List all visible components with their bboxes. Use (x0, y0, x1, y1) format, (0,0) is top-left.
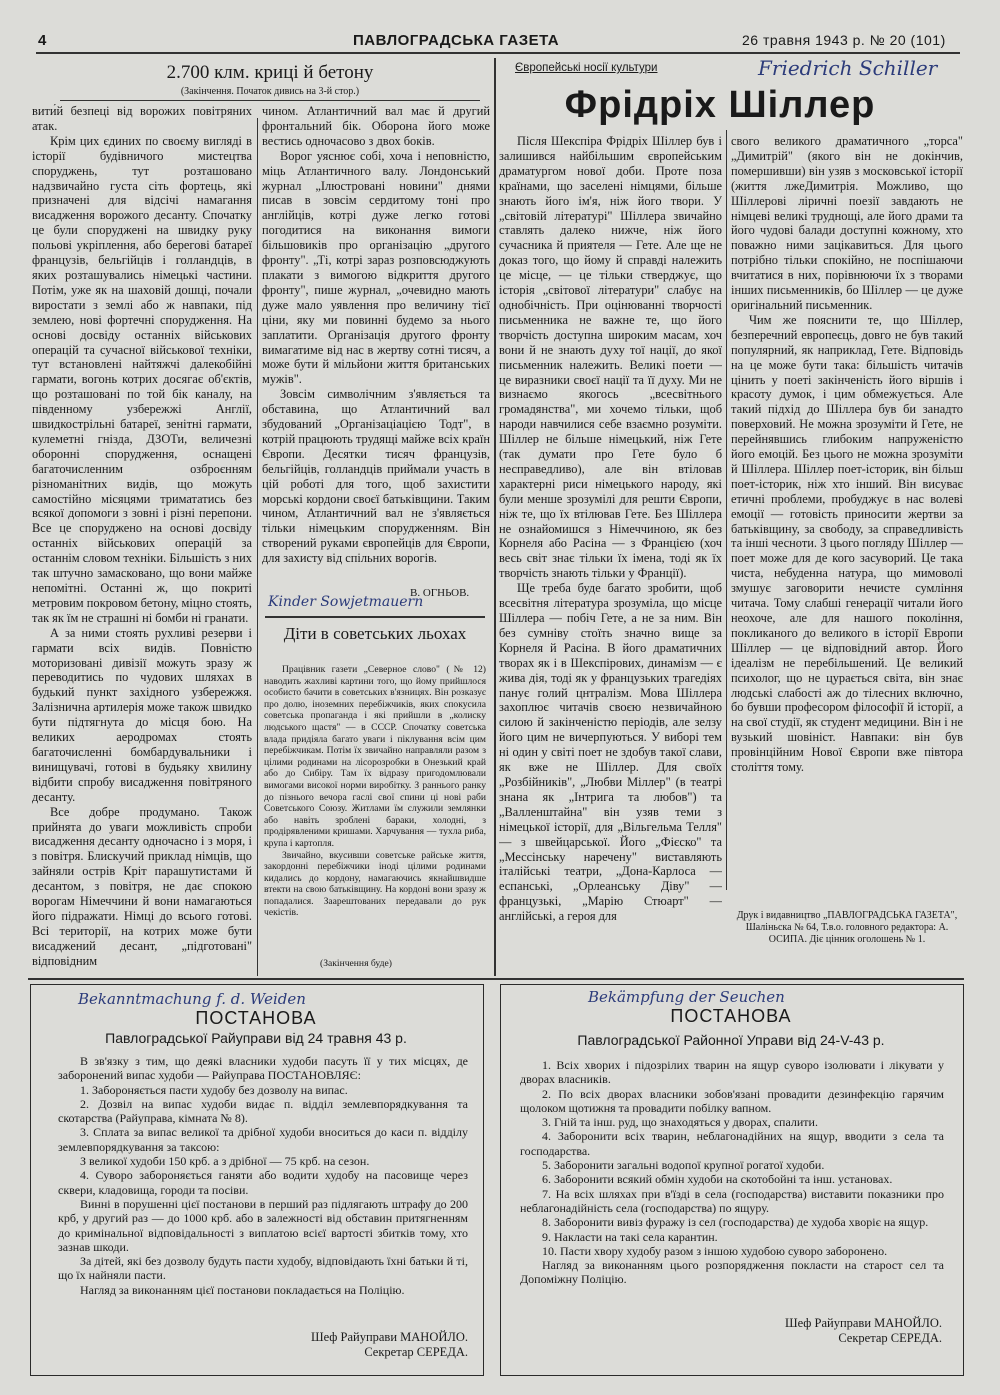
paragraph: вити́й безпеці від ворожих повітряних атак. (32, 104, 252, 133)
article-column (262, 104, 490, 576)
decree-item: 5. Заборонити загальні водопої крупної рогатої худоби. (542, 1158, 825, 1173)
decree-item: 3. Сплата за випас великої та дрібної худоби вноситься до каси п. відділу землевпорядкування за таксою: (58, 1125, 468, 1154)
decree-item: Винні в порушенні цієї постанови в перший раз підлягають штрафу до 200 крб, у другий раз — до 1000 крб. або в залежності від обставин притягненням до кримінальної відповідальності з виплатою всієї вартості збитків тому, хто зазнав шкоди. (58, 1196, 468, 1254)
article-divider (265, 616, 485, 618)
paragraph: Після Шекспіра Фрідріх Шіллер був і залишився найбільшим європейським драматургом нової доби. Проте поза країнами, що заселені німцями, більше знають його ім'я, ніж його твори. У „світовій літературі" Шіллера звичайно ставлять далеко нижче, ніж його сучасника й приятеля — Гете. Але ще не доказ того, що йому й справді належить це місце, — це тільки стверджує, що історія „світової літератури" слабує на однобічність. При оцінюванні творчості письменника не важне те, що його творчість доступна широким масам, хоч вони й не знають духу тої нації, до якої письменник належить. Великі поети — це виразники своєї нації та її духу. Ми не визнаємо якогось „всесвітнього громадянства", ми хочемо тільки, щоб народи навчилися себе взаємно розуміти. Шіллер не більше німецький, ніж Гете (так думати про Гете було б несправедливо), але він втіловав характерні риси німецького народу, які були менше зрозумілі для решти Європи, ніж те, що їх втілював Гете. Без Шіллера не ознайомишся з Німеччиною, як без Корнеля або Расіна — з Францією (хоч весь світ знає тільки їх імена, тоді як їх творчість знають тільки у Франції). (499, 134, 722, 581)
issue-info: 26 травня 1943 р. № 20 (101) (742, 32, 946, 48)
signature-line: Секретар СЕРЕДА. (364, 1345, 468, 1359)
decree-item: 10. Пасти хвору худобу разом з іншою худобою суворо заборонено. (542, 1243, 888, 1258)
decree-item: 4. Суворо забороняється ганяти або водити худобу на пасовище через сквери, кладовища, городи та посіви. (58, 1168, 468, 1197)
column-divider (494, 58, 496, 976)
signature-line: Шеф Райуправи МАНОЙЛО. (310, 1330, 468, 1344)
paragraph: Крім цих єдиних по своєму вигляді в історії будівничого мистецтва споруджень, тут розташовано надзвичайно густа сіть фортець, які призначені для відсічі намагання висадження ворожого десанту. Спочатку це були споруджені на швидку руку польові укріплення, або берегові батареї французів, бельгійців і голландців, в яких розташувались німецькі частини. Потім, уже як на шаховій дошці, почали виростати з землі або ж навпаки, під землею, нові фортечні спорудження. На основі досвіду останніх військових операцій та сучасної військової техніки, тут встановлені найтяжчі далекобійні гармати, вогонь котрих досягає об'єктів, що розташовані по той бік каналу, на південному узбережжі Англії, швидкострільні батареї, зенітні гармати, кулеметні гнізда, ДЗОТи, величезні оборонні спорудження, оснащені багаточисленним озброєнням різноманітних видів, що можуть самостійно місяцями тримататись без всякої допомоги з зовні і різні перепони. Все це споруджено на основі досвіду останніх військових операцій за останнім словом техніки. Більшість з них так штучно замасковано, що вони майже непомітні. Останні ж, що покриті метровим покровом бетону, міцно стоять, так як їм не страшні ні бомби ні гранати. (32, 133, 252, 625)
section-rule (28, 978, 964, 980)
decree-item: 2. По всіх дворах власники зобов'язані провадити дезинфекцію гарячим щолоком щотижня та провадити побілку вапном. (520, 1086, 944, 1115)
decree-item: 6. Заборонити всякий обмін худоби на скотобойні та інш. установах. (542, 1172, 893, 1187)
imprint: Друк і видавництво „ПАВЛОГРАДСЬКА ГАЗЕТА", Шаліньска № 64, Т.в.о. головного редактора: А. ОСИПА. Діє цінник оголошень № 1. (736, 910, 958, 945)
decree-item: 7. На всіх шляхах при в'їзді в села (господарства) виставити показники про неблагонадійність села (господарства) по ящуру. (520, 1186, 944, 1215)
decree-item: 9. Накласти на такі села карантин. (542, 1229, 718, 1244)
article-column (32, 104, 252, 976)
decree-item: За дітей, які без дозволу будуть пасти худобу, відповідають їхні батьки й ті, що їх найняли пасти. (58, 1254, 468, 1283)
handwritten-note: Bekämpfung der Seuchen (588, 988, 785, 1006)
decree-intro: В зв'язку з тим, що деякі власники худоби пасуть її у тих місцях, де заборонений випас худоби — Райуправа ПОСТАНОВЛЯЄ: (58, 1054, 468, 1083)
paragraph: чином. Атлантичний вал має й другий фронтальний бік. Оборона його може вестись одночасово з двох боків. (262, 104, 490, 148)
decree-item: Нагляд за виконанням цього розпорядження покласти на старост сел та Допоміжну Поліцію. (520, 1258, 944, 1287)
page-number: 4 (38, 32, 47, 49)
paragraph: Звичайно, вкусивши советське райське життя, закордонні перебіжчики іноді цілими родинами кидались до кордону, намагаючись якнайшвидше втекти на свою батьківщину. На кордоні вони зразу ж попадалися. Заарештованих передавали до рук чекістів. (264, 849, 486, 919)
newspaper-name: ПАВЛОГРАДСЬКА ГАЗЕТА (353, 32, 560, 49)
decree-subtitle: Павлоградської Районної Управи від 24-V-43 р. (577, 1032, 885, 1048)
header-rule (36, 52, 960, 54)
handwritten-note: Bekanntmachung f. d. Weiden (78, 990, 306, 1008)
article-title: 2.700 клм. криці й бетону (166, 62, 374, 83)
paragraph: Чим же пояснити те, що Шіллер, безперечний европеєць, довго не був такий популярний, як наприклад, Гете. Відповідь на це може бути така: більшість читачів цінить у поеті закінченість його віршів і красоту думок, і цим обмежується. Але такий підхід до Шіллера був би занадто поверховий. Не можна зрозуміти й Гете, не перейнявшись глибоким напруженістю його емоцій. Без цього не можна зрозуміти й Шіллера. Шіллер поет-історик, він більш поет-історик, ніж хто інший. Він висуває етичні проблеми, пробуджує в нас волеві емоції — готовість приносити жертви за батьківщину, за свободу, за справедливість та інші чесноти. З цього погляду Шіллер — поет може для де кого засуворий. Це така чиста, небуденна натура, що мимоволі змушує заговорити нечисте сумління читача. Тому слабші генерації читали його неохоче, але для нашого покоління, покликаного до великого в історії Европи Шіллер — це відповідний автор. Його ідеалізм не перебільшений. Це великий психолог, що не цурається світа, він знає людські слабості аж до тілесних включно, бо бувши професором філософії й історії, а на свої студії, як студент медицини. Він і не вузький шовініст. Навпаки: він був провінційним Нової Європи вже півтора століття тому. (731, 312, 963, 775)
decree-item: 8. Заборонити вивіз фуражу із сел (господарства) де худоба хворіє на ящур. (542, 1215, 929, 1230)
column-divider (257, 118, 258, 976)
decree-item: 4. Заборонити всіх тварин, неблагонадійних на ящур, вводити з села та господарства. (520, 1129, 944, 1158)
decree-title: ПОСТАНОВА (670, 1006, 792, 1026)
paragraph: Працівник газети „Северное слово" (№ 12) наводить жахливі картини того, що йому прийшлося особисто бачити в советських в'язницях. Він розказує про долю, іноземних перебіжчиків, яких спокусила советська пропаганда і які прийшли в „колиску людського щастя" — в СССР. Спочатку советська влада придіяла багато уваги і піклування всім цим перебіжчикам. Потім їх звичайно направляли разом з цілими родинами на лісорозробки в Онезький край або до Сибіру. Там їх відразу пригодомлювали вимогами високої норми виробітку. З раннього ранку до пізнього вечора гаслі свої спини ці нові раби Советського Союзу. Житлами їм служили землянки або навіть зроблені бараки, холодні, з продірявленими кришами. Харчування — тухла риба, крупа і картопля. (264, 664, 486, 849)
paragraph: А за ними стоять рухливі резерви і гармати всіх видів. Повністю моторизовані дивізії можуть зразу ж переводитись по чудових шляхах в будький пункт західного узбережжя. Залізнична артилерія може також швидко бути підтягнута до місця бою. На великих аеродромах стоять багаточисленні бомбардувальники і винищувачі, готові в будьяку хвилину відбити спробу висадження повітряного десанту. (32, 625, 252, 804)
column-divider (726, 130, 727, 890)
article-subtitle: (Закінчення. Початок дивись на 3-й стор.) (180, 86, 360, 97)
handwritten-note: Friedrich Schiller (758, 56, 938, 80)
decree-signature (200, 1330, 468, 1360)
continued-note: (Закінчення буде) (320, 958, 392, 969)
decree-item: 2. Дозвіл на випас худоби видає п. відділ землевпорядкування та скотарства (Райуправа, кімната № 8). (58, 1096, 468, 1126)
decree-item: 1. Забороняється пасти худобу без дозволу на випас. (80, 1082, 348, 1097)
signature-line: Шеф Райуправи МАНОЙЛО. (784, 1316, 942, 1330)
article-column (264, 664, 486, 956)
paragraph: Все добре продумано. Також прийнята до уваги можливість спроби висадження десанту одночасно і з моря, і з повітря. Блискучий приклад німців, що зайняли острів Кріт парашутистами й десантом, з повітря, не дає спокою ворогам Німеччини й вони намагаються його підражати. Німці до всього готові. Всі території, на котрих може бути висаджений десант, „підготовані" відповідним (32, 804, 252, 968)
signature-line: Секретар СЕРЕДА. (838, 1331, 942, 1345)
paragraph: Зовсім символічним з'являється та обставина, що Атлантичний вал збудований „Організаціацією Тодт", в котрій працюють трудящі майже всіх країн Європи. Десятки тисяч французів, бельгійців, голландців приймали участь в цій роботі для того, щоб захистити морські кордони своєї батьківщини. Таким чином, Атлантичний вал не з'являється тільки німецьким спорудженням. Він створений руками європейців для Європи, для захисту від спільних ворогів. (262, 387, 490, 566)
paragraph: Ворог уяснює собі, хоча і неповністю, міць Атлантичного валу. Лондонський журнал „Ілюстровані новини" днями писав в зовсім сердитому тоні про англійців, котрі дуже легко готові погодитися на виконання вимоги більшовиків про організацію „другого фронту". „Ті, котрі зараз розповсюджують плакати з вимогою відкриття другого фронту", пише журнал, „очевидно мають дуже мало уявлення про величину тієї ціни, яку ми повинні будемо за нього заплатити. Організація другого фронту вимагатиме від нас в жертву сотні тисяч, а може бути й мільйони життя британських мужів". (262, 148, 490, 387)
article-title: Діти в советських льохах (283, 624, 467, 643)
paragraph: Ще треба буде багато зробити, щоб всесвітня література зрозуміла, що місце Шіллера — побіч Гете, а не за ним. Він без сумніву стоїть значно вище за Корнеля й Расіна. В його драматичних творах як і в Шекспірових, динамізм — є жива дія, тоді як у французьких трагедіях панує голий цнтралізм. Мова Шіллера захоплює читачів своєю незвичайною силою й закінченістю періодів, але зелзу його цим не вичерпуються. У виборі тем ні один у світі поет не здобув такої слави, як вже не Шіллер. Для своїх „Розбійників", „Любви Міллер" (в театрі знана як „Інтрига та любов") та „Валленштайна" він узяв теми з німецької історії, для „Вільгельма Телля" — з швейцарської. Його „Фієско" та „Мессінську наречену" виставляють італійські театри, „Дона-Карлоса — еспанські, „Орлеанську Діву" — французькі, „Марію Стюарт" — англійські, а героя для (499, 581, 722, 924)
decree-item: 1. Всіх хворих і підозрілих тварин на ящур суворо ізолювати і лікувати у дворах власників. (520, 1058, 944, 1087)
decree-item: З великої худоби 150 крб. а з дрібної — 75 крб. на сезон. (80, 1154, 370, 1169)
rubric: Європейські носії культури (515, 62, 658, 74)
title-rule (60, 100, 480, 101)
decree-item: 3. Гній та інш. руд, що знаходяться у дворах, спалити. (542, 1115, 818, 1130)
article-title: Фрідріх Шіллер (564, 84, 876, 126)
article-column (731, 134, 963, 894)
paragraph: свого великого драматичного „торса" „Димитрій" (якого він не докінчив, помершивши) він узяв з московської історії (життя лжеДимитрія. Можливо, що Шіллерові ліричні поезії завдають не німцеві великі труднощі, але його драми та його чудові балади доступні кожному, хто поважно ними зацікавиться. Для цього потрібно тільки спокійно, не поспішаючи вчитатися в них, порівнюючи їх з творами інших письменників, бо Шіллер — це дуже оригінальний письменник. (731, 134, 963, 312)
handwritten-note: Kinder Sowjetmauern (268, 594, 424, 610)
decree-body (58, 1054, 468, 1326)
decree-item: Нагляд за виконанням цієї постанови покладається на Поліцію. (80, 1282, 405, 1297)
decree-signature (680, 1316, 942, 1346)
decree-title: ПОСТАНОВА (195, 1008, 317, 1028)
decree-subtitle: Павлоградської Райуправи від 24 травня 43 р. (105, 1030, 407, 1046)
article-author: В. ОГНЬОВ. (410, 587, 470, 599)
article-column (499, 134, 722, 976)
decree-body (520, 1058, 944, 1320)
